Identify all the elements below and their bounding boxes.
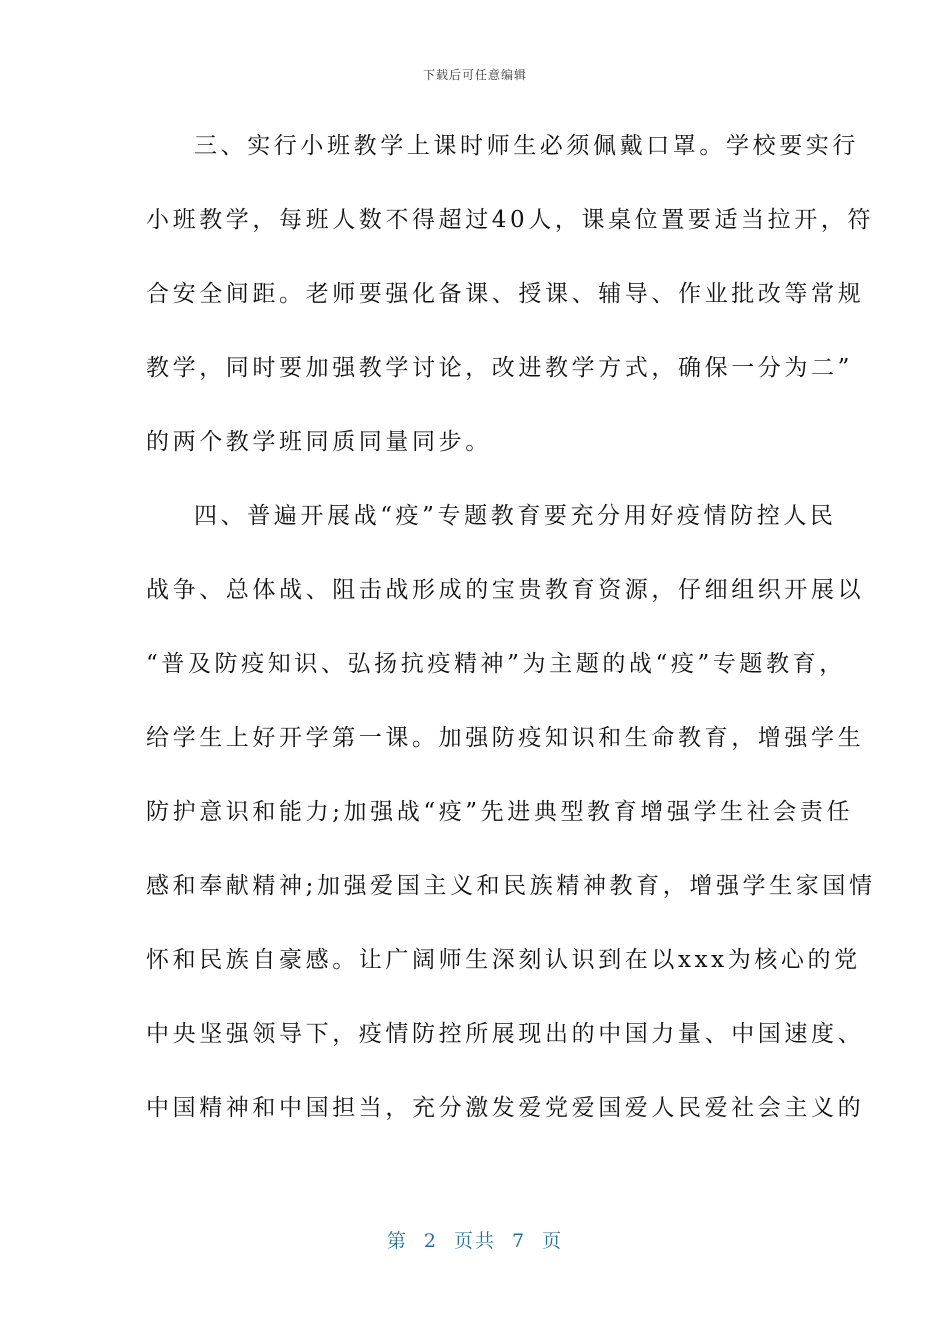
paragraph-line: 给学生上好开学第一课。加强防疫知识和生命教育，增强学生 xyxy=(146,725,865,751)
paragraph-line: 防护意识和能力;加强战“疫”先进典型教育增强学生社会责任 xyxy=(146,799,854,825)
paragraph-line: 三、实行小班教学上课时师生必须佩戴口罩。学校要实行 xyxy=(194,133,859,159)
paragraph-line: 战争、总体战、阻击战形成的宝贵教育资源，仔细组织开展以 xyxy=(146,577,865,603)
page-header: 下载后可任意编辑 xyxy=(422,68,527,82)
paragraph-line: 的两个教学班同质同量同步。 xyxy=(146,429,492,455)
document-body xyxy=(146,124,876,1160)
page-number: 第 2 页共 7 页 xyxy=(386,1230,564,1252)
paragraph-line: 中央坚强领导下，疫情防控所展现出的中国力量、中国速度、 xyxy=(146,1021,865,1047)
paragraph-line: 中国精神和中国担当，充分激发爱党爱国爱人民爱社会主义的 xyxy=(146,1095,865,1121)
paragraph-line: 怀和民族自豪感。让广阔师生深刻认识到在以xxx为核心的党 xyxy=(146,947,861,973)
paragraph-line: 教学，同时要加强教学讨论，改进教学方式，确保一分为二” xyxy=(146,355,853,381)
paragraph-line: 感和奉献精神;加强爱国主义和民族精神教育，增强学生家国情 xyxy=(146,873,876,899)
paragraph-line: 小班教学，每班人数不得超过40人，课桌位置要适当拉开，符 xyxy=(146,207,875,233)
paragraph-line: 合安全间距。老师要强化备课、授课、辅导、作业批改等常规 xyxy=(146,281,865,307)
paragraph-line: 四、普遍开展战“疫”专题教育要充分用好疫情防控人民 xyxy=(194,503,837,529)
paragraph-line: “普及防疫知识、弘扬抗疫精神”为主题的战“疫”专题教育， xyxy=(146,651,846,677)
